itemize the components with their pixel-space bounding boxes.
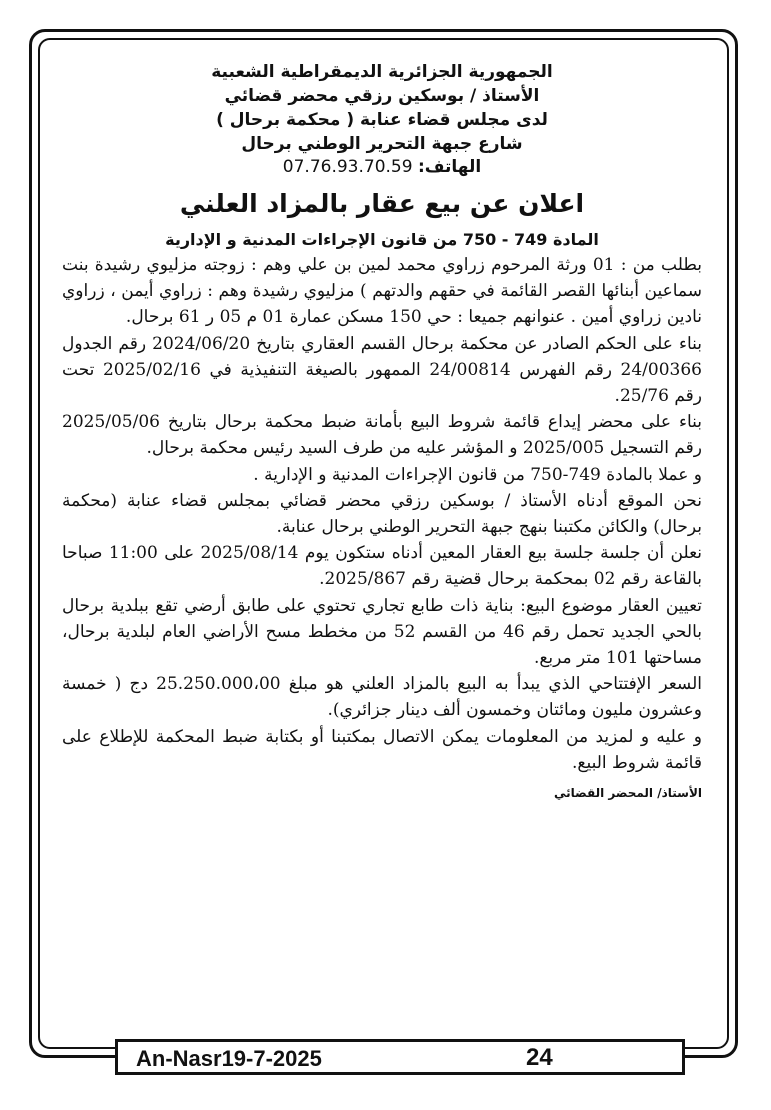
paragraph-session: نعلن أن جلسة جلسة بيع العقار المعين أدناه ستكون يوم 2025/08/14 على 11:00 صباحا بالقاعة رقم 02 بمحكمة برحال قضية رقم 2025/867.: [62, 543, 702, 590]
paragraph-judgment: بناء على الحكم الصادر عن محكمة برحال القسم العقاري بتاريخ 2024/06/20 رقم الجدول 24/00366 رقم الفهرس 24/00814 الممهور بالصيغة التنفيذية في 2025/02/16 تحت رقم 25/76.: [62, 333, 702, 407]
phone-label: الهاتف:: [417, 157, 482, 177]
header-phone: [62, 156, 702, 178]
paragraph-price: السعر الإفتتاحي الذي يبدأ به البيع بالمزاد العلني هو مبلغ 25.250.000،00 دج ( خمسة وعشرون مليون ومائتان وخمسون ألف دينار جزائري).: [62, 674, 702, 721]
newspaper-footer: [115, 1039, 685, 1075]
article-reference: المادة 749 - 750 من قانون الإجراءات المدنية و الإدارية: [165, 230, 599, 249]
paragraph-bailiff: نحن الموقع أدناه الأستاذ / بوسكين رزقي محضر قضائي بمجلس قضاء عنابة (محكمة برحال) والكائن مكتبنا بنهج جبهة التحرير الوطني برحال عنابة.: [62, 490, 702, 538]
header-court: لدى مجلس قضاء عنابة ( محكمة برحال ): [216, 110, 548, 130]
announcement-title: اعلان عن بيع عقار بالمزاد العلني: [179, 189, 585, 218]
signature: الأستاذ/ المحضر القضائي: [554, 786, 702, 801]
page-number: 24: [526, 1044, 553, 1071]
phone-value: 07.76.93.70.59: [282, 157, 413, 177]
paragraph-legal-basis: و عملا بالمادة 749-750 من قانون الإجراءات المدنية و الإدارية .: [253, 464, 702, 485]
paragraph-property: تعيين العقار موضوع البيع: بناية ذات طابع تجاري تحتوي على طابق أرضي تقع ببلدية برحال بالحي الجديد تحمل رقم 46 من القسم 52 من مخطط مسح الأراضي العام لبلدية برحال، مساحتها 101 متر مربع.: [62, 595, 702, 669]
announcement: [62, 60, 702, 802]
newspaper-issue: An-Nasr19-7-2025: [136, 1046, 322, 1071]
header-republic: الجمهورية الجزائرية الديمقراطية الشعبية: [211, 62, 553, 82]
paragraph-conditions: بناء على محضر إيداع قائمة شروط البيع بأمانة ضبط محكمة برحال بتاريخ 2025/05/06 رقم التسجيل 2025/005 و المؤشر عليه من طرف السيد رئيس محكمة برحال.: [62, 412, 702, 459]
header-address: شارع جبهة التحرير الوطني برحال: [241, 134, 523, 154]
paragraph-contact: و عليه و لمزيد من المعلومات يمكن الاتصال بمكتبنا أو بكتابة ضبط المحكمة للإطلاع على قائمة شروط البيع.: [62, 726, 702, 773]
paragraph-requester: بطلب من : 01 ورثة المرحوم زراوي محمد لمين بن علي وهم : زوجته مزليوي رشيدة بنت سماعين أبنائها القصر القائمة في حقهم والدتهم ) مزليوي رشيدة وهم : زراوي أيمن ، زراوي نادين زراوي أمين . عنوانهم جميعا : حي 150 مسكن عمارة 01 م 05 ر 61 برحال.: [62, 255, 702, 328]
header-bailiff: الأستاذ / بوسكين رزقي محضر قضائي: [224, 86, 540, 106]
